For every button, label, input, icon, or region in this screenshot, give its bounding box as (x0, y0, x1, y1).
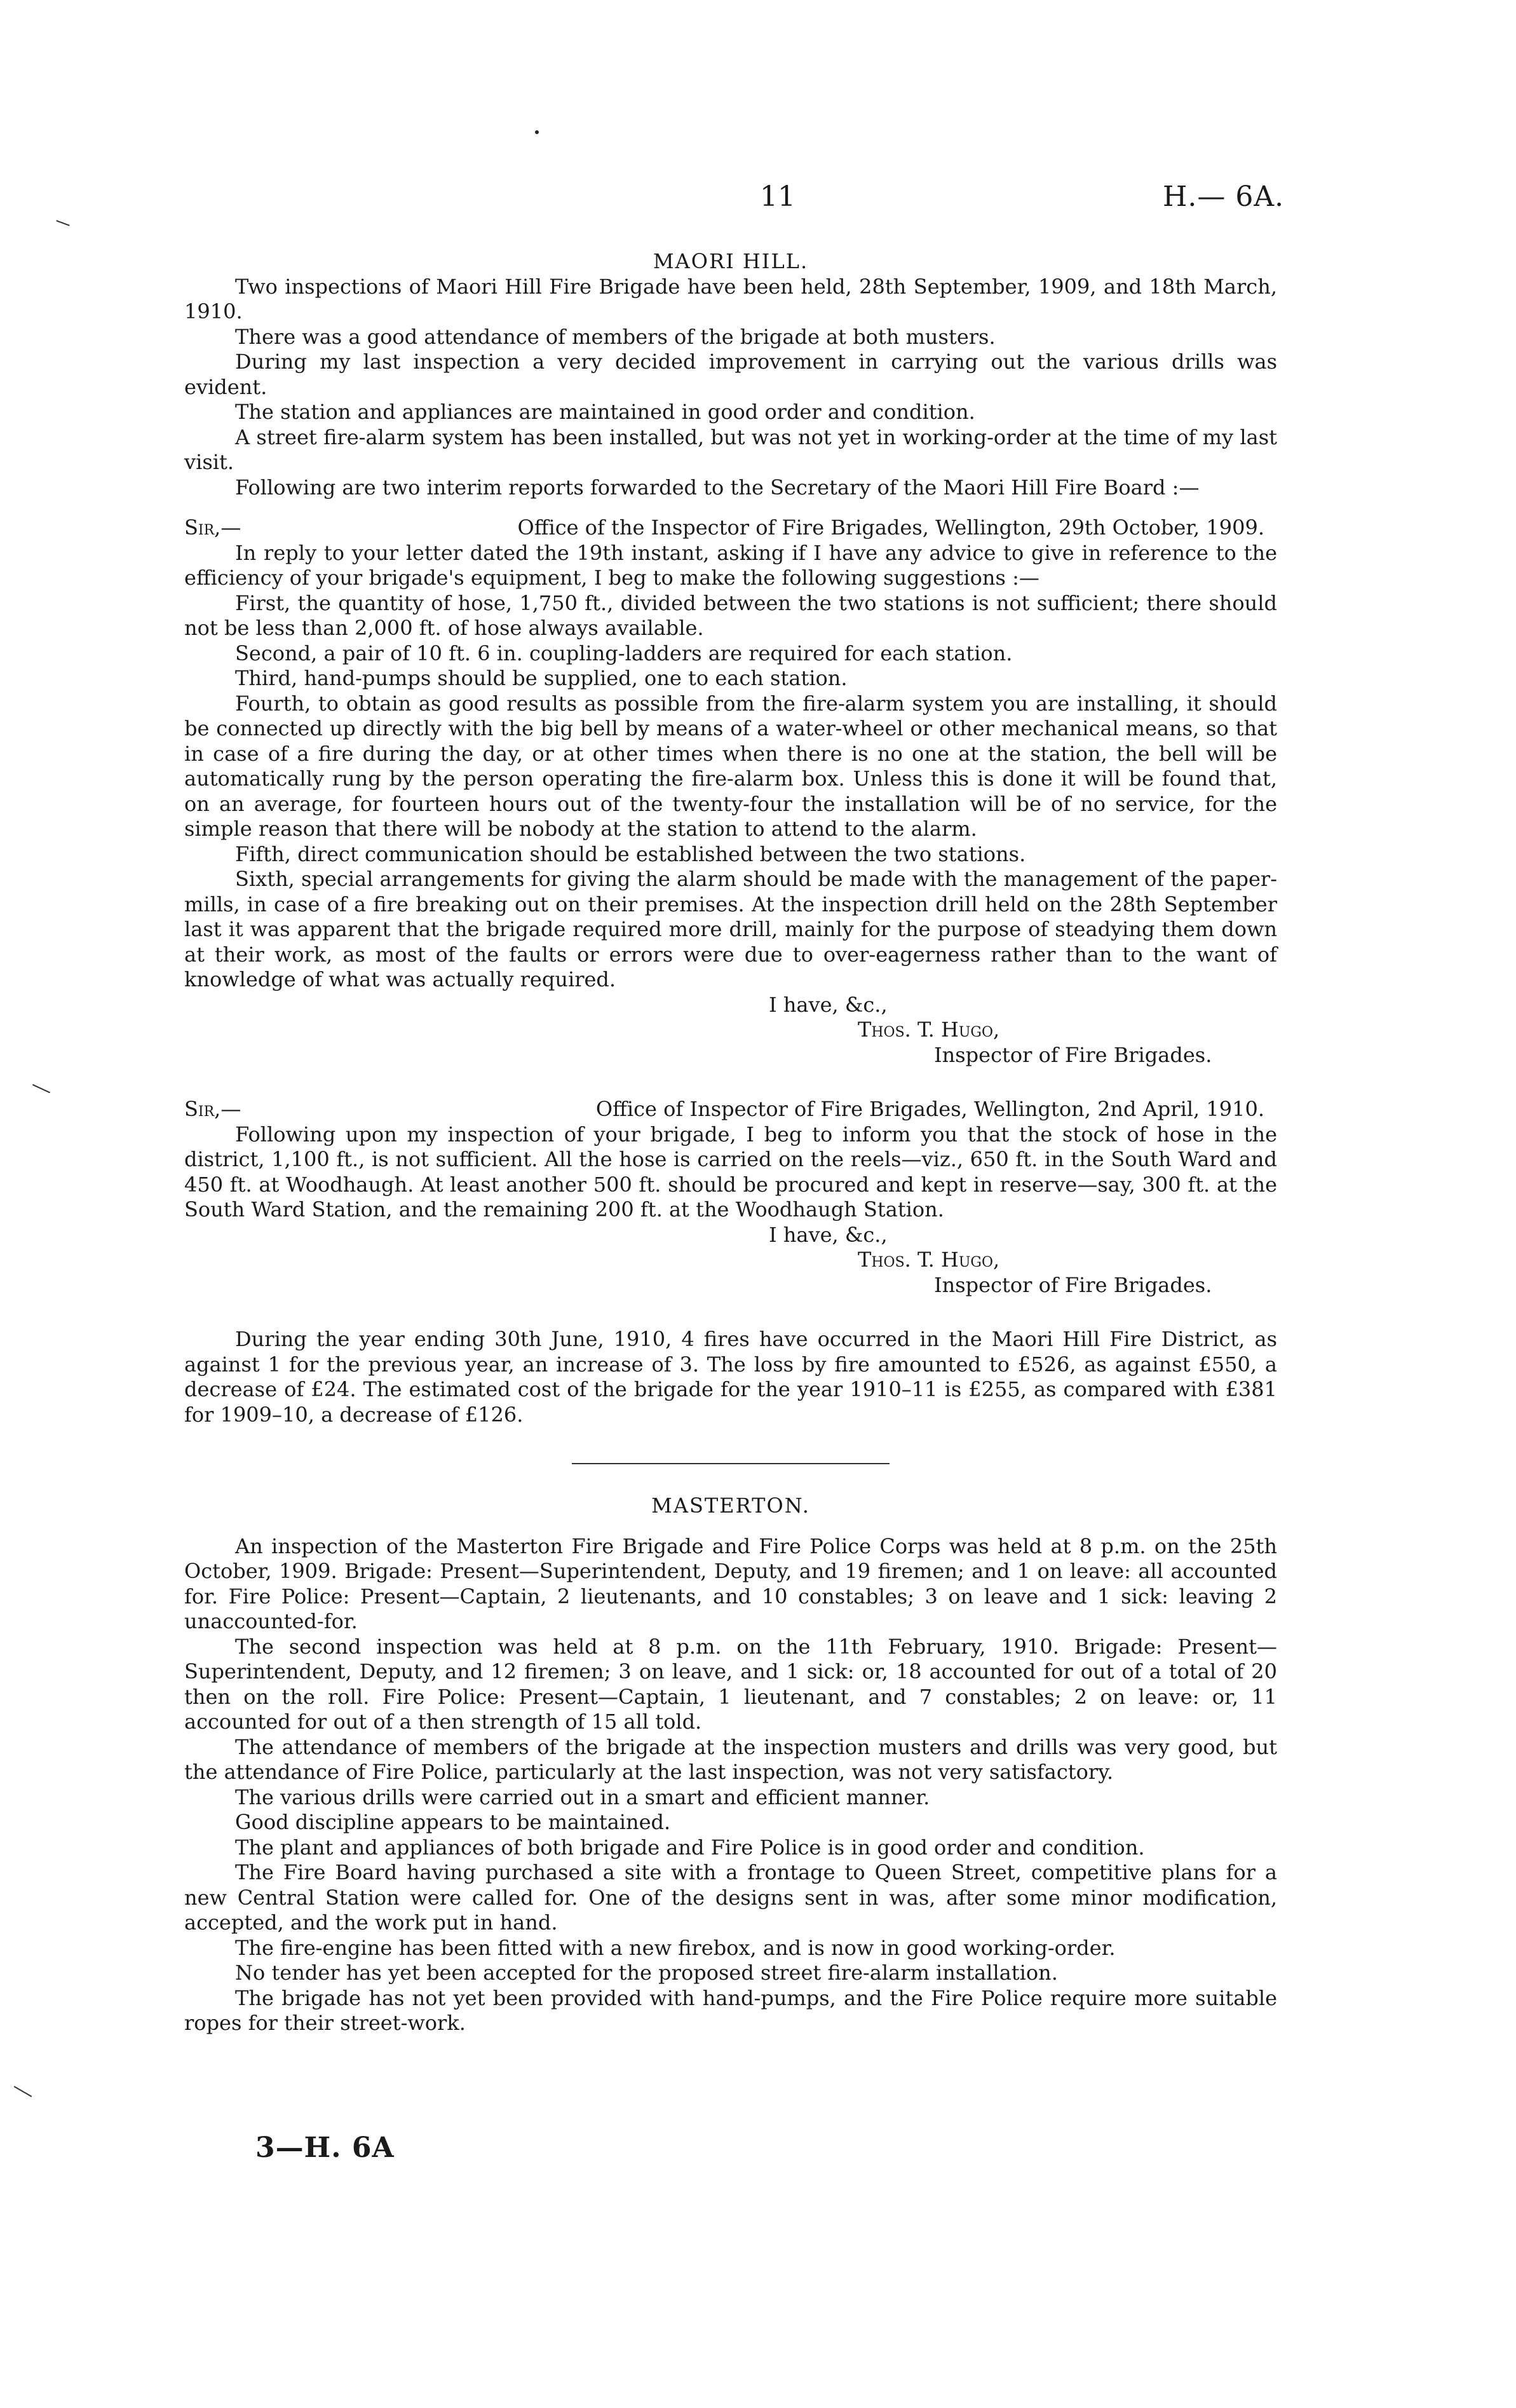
paragraph: There was a good attendance of members of the brigade at both musters. (235, 324, 996, 349)
ink-dot (535, 130, 539, 134)
signature-mark: 3—H. 6A (255, 2132, 395, 2164)
section-divider (572, 1463, 890, 1464)
letter-1 (184, 515, 1277, 1068)
letter-closing: I have, &c., (769, 992, 888, 1017)
letter-paragraph: Fifth, direct communication should be established between the two stations. (235, 841, 1026, 866)
letter-signature: Thos. T. Hugo, (858, 1248, 1000, 1272)
paragraph: The Fire Board having purchased a site with a frontage to Queen Street, competitive plans for a new Central Station were called for. One of the designs sent in was, after some minor modification, accepted, and the work put in hand. (184, 1860, 1277, 1935)
page-number: 11 (760, 180, 795, 213)
letter-2 (184, 1097, 1277, 1298)
letter-salutation: Sir,— (184, 1097, 241, 1121)
letter-office-line: Office of the Inspector of Fire Brigades, Wellington, 29th October, 1909. (517, 515, 1264, 540)
paragraph: During my last inspection a very decided improvement in carrying out the various drills was evident. (184, 350, 1277, 399)
document-reference: H.— 6A. (1163, 180, 1285, 213)
letter-signature-title: Inspector of Fire Brigades. (934, 1042, 1212, 1067)
paragraph: Good discipline appears to be maintained. (235, 1810, 671, 1834)
summary-paragraph: During the year ending 30th June, 1910, 4 fires have occurred in the Maori Hill Fire District, as against 1 for the previous year, an increase of 3. The loss by fire amounted to £526, as against £550, a decrease of £24. The estimated cost of the brigade for the year 1910–11 is £255, as compared with £381 for 1909–10, a decrease of £126. (184, 1327, 1277, 1427)
main-text (184, 249, 1277, 2036)
letter-paragraph: Sixth, special arrangements for giving the alarm should be made with the management of the paper-mills, in case of a fire breaking out on their premises. At the inspection drill held on the 28th September last it was apparent that the brigade required more drill, mainly for the purpose of steadying them down at their work, as most of the faults or errors were due to over-eagerness rather than to the want of knowledge of what was actually required. (184, 867, 1277, 991)
paragraph: Two inspections of Maori Hill Fire Brigade have been held, 28th September, 1909, and 18th March, 1910. (184, 274, 1277, 323)
margin-mark (14, 2086, 32, 2097)
letter-paragraph: First, the quantity of hose, 1,750 ft., divided between the two stations is not sufficient; there should not be less than 2,000 ft. of hose always available. (184, 590, 1277, 640)
letter-paragraph: Following upon my inspection of your brigade, I beg to inform you that the stock of hose in the district, 1,100 ft., is not sufficient. All the hose is carried on the reels—viz., 650 ft. in the South Ward and 450 ft. at Woodhaugh. At least another 500 ft. should be procured and kept in reserve—say, 300 ft. at the South Ward Station, and the remaining 200 ft. at the Woodhaugh Station. (184, 1122, 1277, 1221)
paragraph: Following are two interim reports forwarded to the Secretary of the Maori Hill Fire Board :— (235, 475, 1200, 500)
paragraph: An inspection of the Masterton Fire Brigade and Fire Police Corps was held at 8 p.m. on the 25th October, 1909. Brigade: Present—Superintendent, Deputy, and 19 firemen; and 1 on leave: all accounted for. Fire Police: Present—Captain, 2 lieutenants, and 10 constables; 3 on leave and 1 sick: leaving 2 unaccounted-for. (184, 1534, 1277, 1633)
letter-signature: Thos. T. Hugo, (858, 1017, 1000, 1042)
paragraph: No tender has yet been accepted for the proposed street fire-alarm installation. (235, 1961, 1058, 1985)
letter-paragraph: Second, a pair of 10 ft. 6 in. coupling-ladders are required for each station. (235, 641, 1013, 665)
paragraph: The attendance of members of the brigade at the inspection musters and drills was very good, but the attendance of Fire Police, particularly at the last inspection, was not very satisfactory. (184, 1734, 1277, 1784)
letter-paragraph: Fourth, to obtain as good results as possible from the fire-alarm system you are installing, it should be connected up directly with the big bell by means of a water-wheel or other mechanical means, so that in case of a fire during the day, or at other times when there is no one at the station, the bell will be automatically rung by the person operating the fire-alarm box. Unless this is done it will be found that, on an average, for fourteen hours out of the twenty-four the installation will be of no service, for the simple reason that there will be nobody at the station to attend to the alarm. (184, 691, 1277, 841)
margin-mark (56, 220, 69, 226)
letter-signature-title: Inspector of Fire Brigades. (934, 1272, 1212, 1297)
paragraph: The station and appliances are maintained in good order and condition. (235, 400, 975, 424)
paragraph: The second inspection was held at 8 p.m. on the 11th February, 1910. Brigade: Present—Superintendent, Deputy, and 12 firemen; 3 on leave, and 1 sick: or, 18 accounted for out of a total of 20 then on the roll. Fire Police: Present—Captain, 1 lieutenant, and 7 constables; 2 on leave: or, 11 accounted for out of a then strength of 15 all told. (184, 1634, 1277, 1734)
paragraph: The various drills were carried out in a smart and efficient manner. (235, 1785, 930, 1809)
section-title-masterton: MASTERTON. (651, 1493, 810, 1518)
paragraph: The plant and appliances of both brigade and Fire Police is in good order and condition. (235, 1835, 1145, 1860)
paragraph: The brigade has not yet been provided with hand-pumps, and the Fire Police require more suitable ropes for their street-work. (184, 1985, 1277, 2035)
section-title-maori-hill: MAORI HILL. (653, 249, 809, 273)
paragraph: The fire-engine has been fitted with a new firebox, and is now in good working-order. (235, 1935, 1116, 1960)
letter-paragraph: In reply to your letter dated the 19th instant, asking if I have any advice to give in reference to the efficiency of your brigade's equipment, I beg to make the following suggestions :— (184, 540, 1277, 590)
paragraph: A street fire-alarm system has been installed, but was not yet in working-order at the time of my last visit. (184, 425, 1277, 474)
margin-mark (32, 1084, 50, 1093)
letter-office-line: Office of Inspector of Fire Brigades, Wellington, 2nd April, 1910. (595, 1097, 1264, 1121)
letter-paragraph: Third, hand-pumps should be supplied, one to each station. (235, 666, 848, 690)
letter-salutation: Sir,— (184, 515, 241, 540)
letter-closing: I have, &c., (769, 1222, 888, 1247)
